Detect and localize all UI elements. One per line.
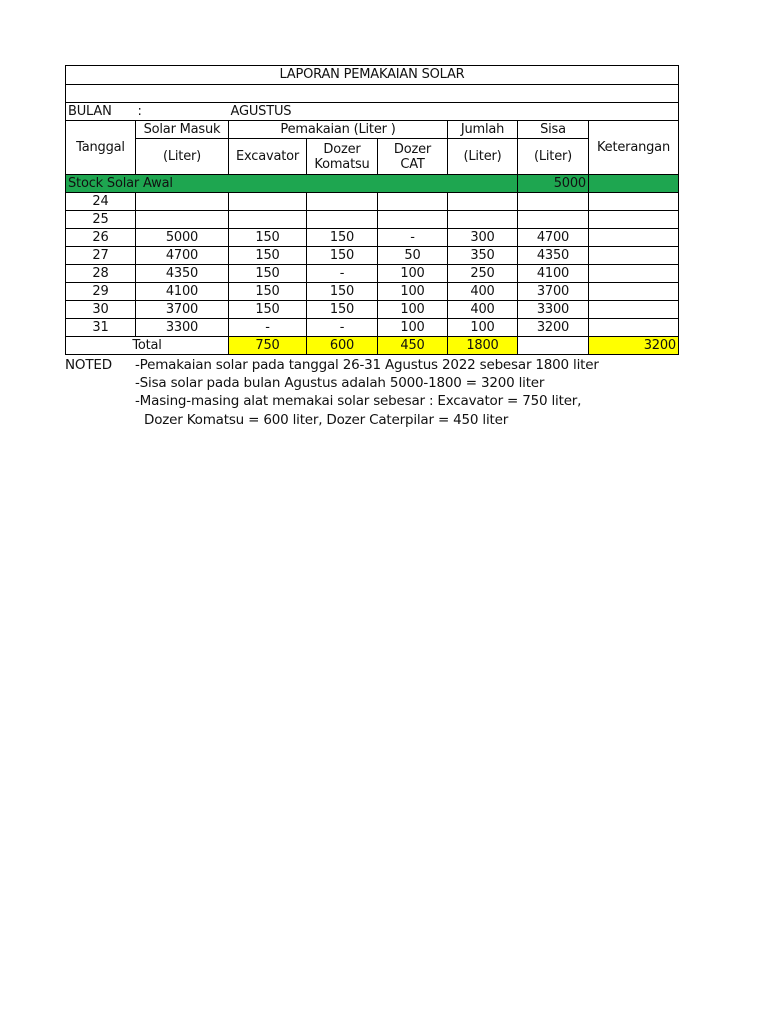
table-row xyxy=(66,319,679,337)
cell-cat: 100 xyxy=(378,283,448,301)
cell-masuk: 4100 xyxy=(136,283,229,301)
total-komatsu: 600 xyxy=(307,337,378,355)
cell-komatsu: 150 xyxy=(307,229,378,247)
cell-keterangan xyxy=(589,265,679,283)
header-jumlah-unit: (Liter) xyxy=(448,139,518,175)
table-row xyxy=(66,301,679,319)
cell-keterangan xyxy=(589,193,679,211)
cell-sisa: 4350 xyxy=(518,247,589,265)
cell-tanggal: 26 xyxy=(66,229,136,247)
header-solar-masuk: Solar Masuk xyxy=(136,121,229,139)
cell-sisa: 3200 xyxy=(518,319,589,337)
cell-jumlah: 300 xyxy=(448,229,518,247)
header-sisa: Sisa xyxy=(518,121,589,139)
table-row xyxy=(66,229,679,247)
stock-row xyxy=(66,175,679,193)
cell-keterangan xyxy=(589,247,679,265)
cell-excavator: 150 xyxy=(229,229,307,247)
header-row-1 xyxy=(66,121,679,139)
fuel-usage-table xyxy=(65,65,679,355)
cell-komatsu: 150 xyxy=(307,301,378,319)
cell-komatsu xyxy=(307,211,378,229)
cell-sisa xyxy=(518,193,589,211)
cell-tanggal: 27 xyxy=(66,247,136,265)
header-keterangan: Keterangan xyxy=(589,121,679,175)
cell-masuk xyxy=(136,193,229,211)
cell-masuk: 3700 xyxy=(136,301,229,319)
cell-sisa: 4100 xyxy=(518,265,589,283)
note-text: -Sisa solar pada bulan Agustus adalah 5000-1800 = 3200 liter xyxy=(135,375,545,392)
cell-komatsu: 150 xyxy=(307,247,378,265)
stock-keterangan xyxy=(589,175,679,193)
total-jumlah: 1800 xyxy=(448,337,518,355)
month-row xyxy=(66,103,679,121)
cell-komatsu: - xyxy=(307,319,378,337)
cell-tanggal: 24 xyxy=(66,193,136,211)
cell-keterangan xyxy=(589,211,679,229)
header-row-2 xyxy=(66,139,679,175)
cell-excavator xyxy=(229,211,307,229)
cell-cat: 100 xyxy=(378,319,448,337)
month-colon: : xyxy=(136,103,229,121)
cell-tanggal: 30 xyxy=(66,301,136,319)
notes-label: NOTED xyxy=(65,357,112,373)
cell-excavator: 150 xyxy=(229,301,307,319)
cell-jumlah xyxy=(448,211,518,229)
cell-komatsu xyxy=(307,193,378,211)
cell-jumlah: 400 xyxy=(448,301,518,319)
header-tanggal: Tanggal xyxy=(66,121,136,175)
cell-jumlah: 250 xyxy=(448,265,518,283)
cell-jumlah: 100 xyxy=(448,319,518,337)
total-empty xyxy=(518,337,589,355)
cell-tanggal: 31 xyxy=(66,319,136,337)
title-row xyxy=(66,66,679,85)
cell-excavator: 150 xyxy=(229,247,307,265)
table-row xyxy=(66,193,679,211)
cell-masuk: 4350 xyxy=(136,265,229,283)
report-title: LAPORAN PEMAKAIAN SOLAR xyxy=(66,66,679,85)
total-sisa: 3200 xyxy=(589,337,679,355)
cell-keterangan xyxy=(589,301,679,319)
cell-tanggal: 28 xyxy=(66,265,136,283)
month-label: BULAN xyxy=(66,103,136,121)
table-row xyxy=(66,265,679,283)
month-value: AGUSTUS xyxy=(229,103,679,121)
header-dozer-cat: Dozer CAT xyxy=(378,139,448,175)
header-sisa-unit: (Liter) xyxy=(518,139,589,175)
header-jumlah: Jumlah xyxy=(448,121,518,139)
cell-tanggal: 25 xyxy=(66,211,136,229)
cell-excavator: 150 xyxy=(229,283,307,301)
cell-sisa: 4700 xyxy=(518,229,589,247)
cell-cat xyxy=(378,211,448,229)
header-solar-masuk-unit: (Liter) xyxy=(136,139,229,175)
cell-jumlah: 400 xyxy=(448,283,518,301)
total-row xyxy=(66,337,679,355)
note-text: -Masing-masing alat memakai solar sebesar : Excavator = 750 liter, xyxy=(135,393,582,410)
spacer-cell xyxy=(66,85,679,103)
cell-masuk xyxy=(136,211,229,229)
cell-cat: 100 xyxy=(378,301,448,319)
header-excavator: Excavator xyxy=(229,139,307,175)
cell-excavator: - xyxy=(229,319,307,337)
cell-excavator xyxy=(229,193,307,211)
cell-masuk: 4700 xyxy=(136,247,229,265)
total-cat: 450 xyxy=(378,337,448,355)
cell-jumlah: 350 xyxy=(448,247,518,265)
cell-komatsu: 150 xyxy=(307,283,378,301)
cell-komatsu: - xyxy=(307,265,378,283)
cell-keterangan xyxy=(589,319,679,337)
stock-value: 5000 xyxy=(518,175,589,193)
table-row xyxy=(66,211,679,229)
cell-tanggal: 29 xyxy=(66,283,136,301)
cell-cat: 100 xyxy=(378,265,448,283)
cell-cat: - xyxy=(378,229,448,247)
cell-cat: 50 xyxy=(378,247,448,265)
cell-sisa xyxy=(518,211,589,229)
note-text: -Pemakaian solar pada tanggal 26-31 Agustus 2022 sebesar 1800 liter xyxy=(135,357,599,373)
spacer-row xyxy=(66,85,679,103)
cell-masuk: 3300 xyxy=(136,319,229,337)
table-row xyxy=(66,283,679,301)
stock-label: Stock Solar Awal xyxy=(66,175,518,193)
cell-excavator: 150 xyxy=(229,265,307,283)
table-row xyxy=(66,247,679,265)
cell-keterangan xyxy=(589,283,679,301)
cell-sisa: 3300 xyxy=(518,301,589,319)
cell-jumlah xyxy=(448,193,518,211)
total-label: Total xyxy=(66,337,229,355)
cell-cat xyxy=(378,193,448,211)
total-excavator: 750 xyxy=(229,337,307,355)
cell-keterangan xyxy=(589,229,679,247)
note-text: Dozer Komatsu = 600 liter, Dozer Caterpilar = 450 liter xyxy=(144,411,509,428)
header-dozer-komatsu: Dozer Komatsu xyxy=(307,139,378,175)
header-pemakaian: Pemakaian (Liter ) xyxy=(229,121,448,139)
cell-sisa: 3700 xyxy=(518,283,589,301)
cell-masuk: 5000 xyxy=(136,229,229,247)
